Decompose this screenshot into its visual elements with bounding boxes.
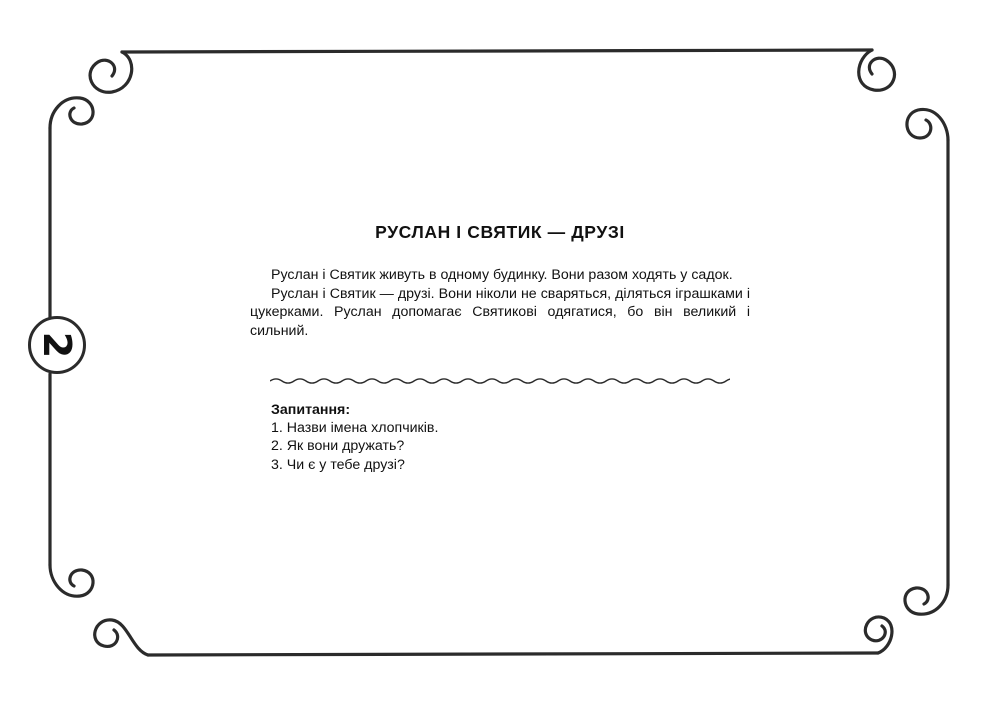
page-number: 2	[34, 331, 79, 359]
scroll-top-right-outer	[859, 50, 895, 90]
scroll-top-left-inner	[50, 98, 93, 128]
scroll-top-left-outer	[90, 52, 132, 92]
questions-section	[271, 401, 731, 474]
story-paragraph: Руслан і Святик — друзі. Вони ніколи не сваряться, діляться іграшками і цукерками. Руслан допомагає Святикові одягатися, бо він великий і сильний.	[250, 285, 750, 339]
frame-top-edge	[122, 50, 872, 52]
scroll-bottom-left-inner	[95, 620, 148, 655]
story-title: РУСЛАН І СВЯТИК — ДРУЗІ	[375, 222, 625, 242]
story-text	[250, 266, 750, 340]
wavy-divider-icon	[270, 374, 730, 388]
page-number-badge	[28, 316, 86, 374]
story-paragraph: Руслан і Святик живуть в одному будинку. Вони разом ходять у садок.	[271, 267, 733, 283]
question-item: 1. Назви імена хлопчиків.	[271, 420, 439, 437]
questions-heading: Запитання:	[271, 402, 351, 418]
questions-list	[271, 419, 731, 474]
scroll-bottom-left-outer	[50, 565, 93, 596]
question-item: 3. Чи є у тебе друзі?	[271, 456, 405, 473]
question-item: 2. Як вони дружать?	[271, 438, 405, 455]
scroll-bottom-right-inner	[865, 617, 892, 653]
frame-bottom-edge	[148, 653, 878, 655]
scroll-bottom-right-outer	[905, 585, 948, 614]
scroll-top-right-inner	[907, 109, 948, 140]
